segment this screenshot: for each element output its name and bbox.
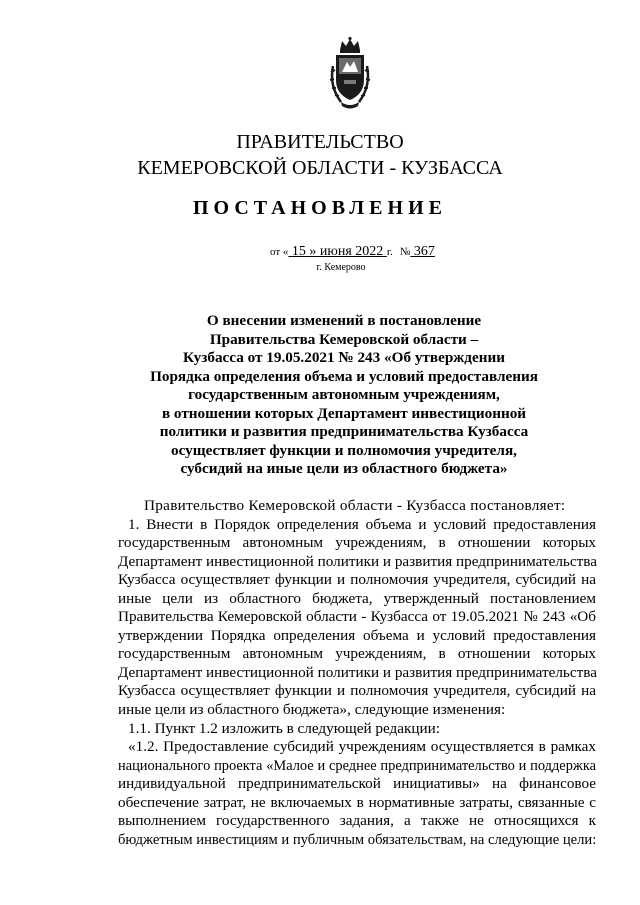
body-line: Кузбасса осуществляет функции и полномочия учредителя, субсидий на [118, 682, 596, 700]
body-line: обеспечение затрат, не включаемых в нормативные затраты, связанные с [118, 793, 596, 811]
body-line: государственным автономным учреждениям, в отношении которых [118, 534, 596, 552]
title-line: субсидий на иные цели из областного бюджета» [180, 460, 508, 477]
date-day: 15 » июня 2022 [291, 244, 384, 259]
body-line: «1.2. Предоставление субсидий учреждениям осуществляется в рамках [128, 738, 596, 756]
body-line: индивидуальной предпринимательской инициативы» на финансовое [118, 775, 596, 793]
title-line: осуществляет функции и полномочия учредителя, [171, 441, 517, 459]
document-number: 367 [413, 244, 435, 259]
title-line: Кузбасса от 19.05.2021 № 243 «Об утверждении [183, 349, 505, 366]
title-line: политики и развития предпринимательства Кузбасса [159, 423, 529, 440]
year-suffix: г. [386, 246, 393, 258]
body-line: государственным автономным учреждениям, в отношении которых [118, 645, 596, 663]
body-line: Правительства Кемеровской области - Кузбасса от 19.05.2021 № 243 «Об [118, 608, 596, 626]
document-date-number [270, 244, 435, 260]
title-line: в отношении которых Департамент инвестиционной [161, 404, 527, 422]
document-type: ПОСТАНОВЛЕНИЕ [193, 197, 447, 219]
body-line: 1.1. Пункт 1.2 изложить в следующей редакции: [128, 719, 441, 737]
body-line: иные цели из областного бюджета, утвержденный постановлением [118, 589, 596, 607]
title-line: государственным автономным учреждениям, [188, 386, 500, 403]
body-line: Правительство Кемеровской области - Кузбасса постановляет: [144, 497, 566, 514]
government-name-line1: ПРАВИТЕЛЬСТВО [236, 131, 404, 153]
document-body [118, 497, 596, 849]
title-line: Порядка определения объема и условий предоставления [150, 367, 538, 385]
body-line: иные цели из областного бюджета», следующие изменения: [118, 701, 506, 719]
government-name-line2: КЕМЕРОВСКОЙ ОБЛАСТИ - КУЗБАССА [137, 157, 503, 179]
number-label: № [399, 246, 411, 258]
date-prefix: от « [270, 246, 289, 258]
body-line: Кузбасса осуществляет функции и полномочия учредителя, субсидий на [118, 571, 596, 589]
kuzbass-coat-of-arms-icon [327, 36, 373, 110]
body-line: 1. Внести в Порядок определения объема и условий предоставления [128, 515, 596, 533]
document-title [100, 312, 588, 479]
body-line: Департамент инвестиционной политики и развития предпринимательства [118, 663, 597, 681]
body-line: бюджетным инвестициям и публичным обязательствам, на следующие цели: [118, 831, 597, 848]
document-city: г. Кемерово [316, 262, 366, 273]
body-line: Департамент инвестиционной политики и развития предпринимательства [118, 552, 597, 570]
body-line: национального проекта «Малое и среднее предпринимательство и поддержка [118, 757, 596, 774]
title-line: О внесении изменений в постановление [206, 312, 482, 329]
body-line: утверждении Порядка определения объема и условий предоставления [118, 626, 596, 644]
title-line: Правительства Кемеровской области – [209, 330, 479, 348]
body-line: выполнением государственного задания, а также не относящихся к [118, 812, 596, 830]
